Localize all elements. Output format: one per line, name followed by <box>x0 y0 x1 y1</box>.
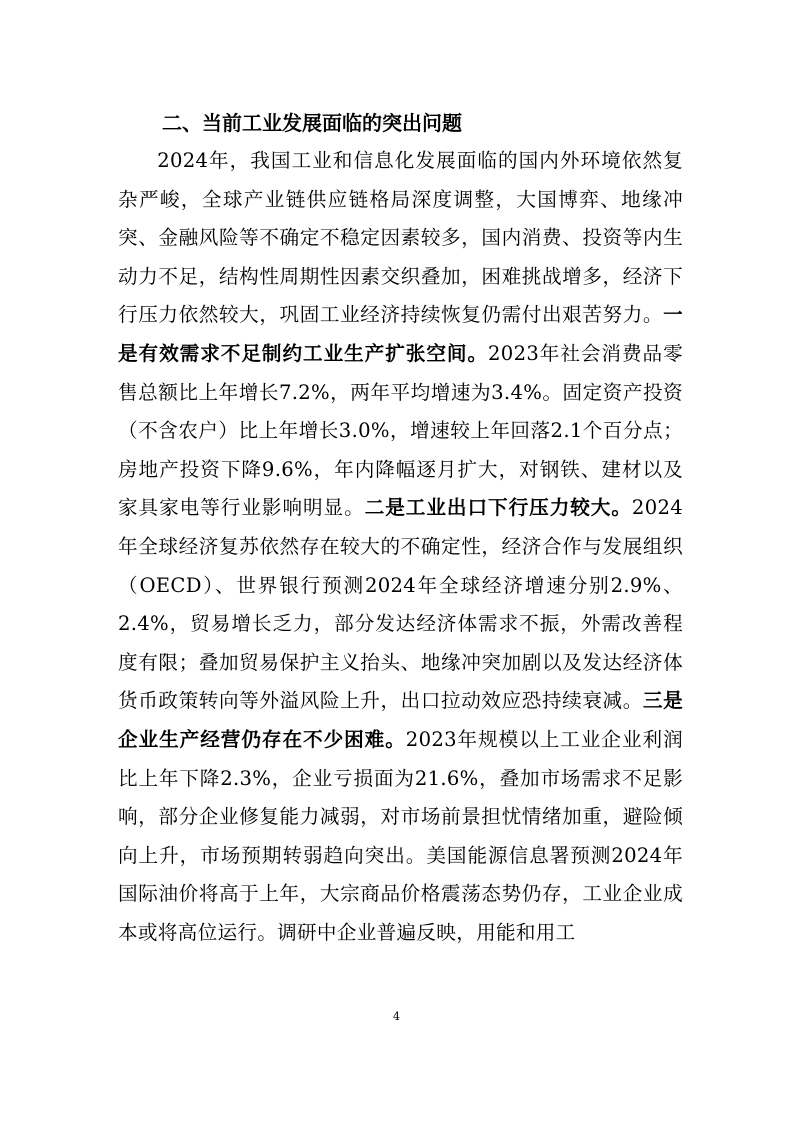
point-two-title: 二是工业出口下行压力较大。 <box>364 496 632 520</box>
point-two-text: 2024年全球经济复苏依然存在较大的不确定性，经济合作与发展组织（OECD）、世界银行预测2024年全球经济增速分别2.9%、2.4%，贸易增长乏力，部分发达经济体需求不振，外需改善程度有限；叠加贸易保护主义抬头、地缘冲突加剧以及发达经济体货币政策转向等外溢风险上升，出口拉动效应恐持续衰减。 <box>118 496 683 713</box>
intro-text: 2024年，我国工业和信息化发展面临的国内外环境依然复杂严峻，全球产业链供应链格局深度调整，大国博弈、地缘冲突、金融风险等不确定不稳定因素较多，国内消费、投资等内生动力不足，结构性周期性因素交织叠加，困难挑战增多，经济下行压力依然较大，巩固工业经济持续恢复仍需付出艰苦努力。 <box>118 149 683 327</box>
point-three-title: 三是企业生产经营仍存在不少困难。 <box>118 689 683 751</box>
page-number: 4 <box>393 1010 400 1023</box>
section-heading: 二、当前工业发展面临的突出问题 <box>162 111 462 135</box>
body-paragraph <box>118 142 683 952</box>
point-three-text: 2023年规模以上工业企业利润比上年下降2.3%，企业亏损面为21.6%，叠加市场需求不足影响，部分企业修复能力减弱，对市场前景担忧情绪加重，避险倾向上升，市场预期转弱趋向突出。美国能源信息署预测2024年国际油价将高于上年，大宗商品价格震荡态势仍存，工业企业成本或将高位运行。调研中企业普遍反映，用能和用工 <box>118 727 683 944</box>
point-one-text: 2023年社会消费品零售总额比上年增长7.2%，两年平均增速为3.4%。固定资产投资（不含农户）比上年增长3.0%，增速较上年回落2.1个百分点；房地产投资下降9.6%，年内降幅逐月扩大，对钢铁、建材以及家具家电等行业影响明显。 <box>118 341 683 520</box>
point-one-title: 一是有效需求不足制约工业生产扩张空间。 <box>118 303 683 365</box>
